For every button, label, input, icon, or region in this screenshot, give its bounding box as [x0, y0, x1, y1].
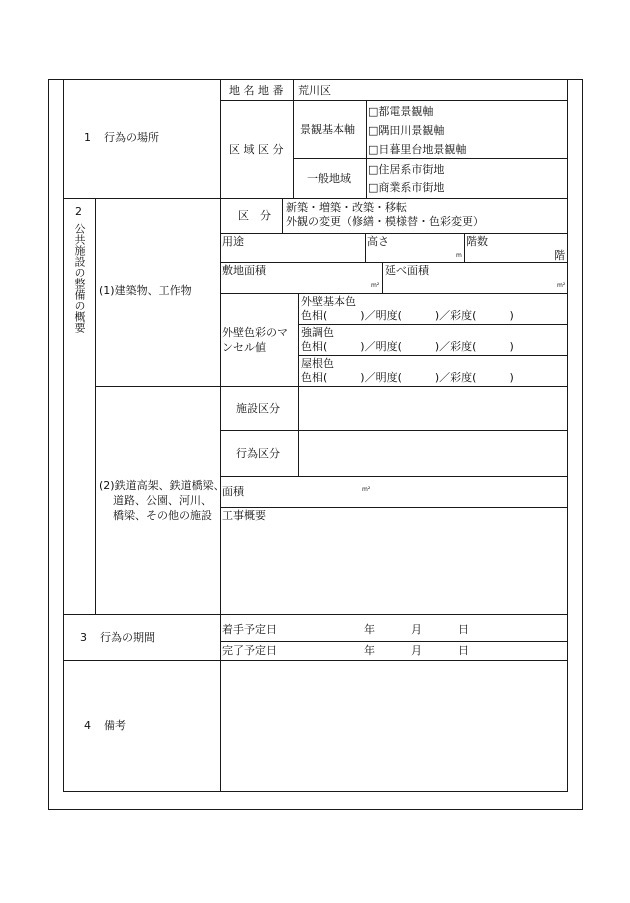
section4-number: 4 [84, 719, 91, 732]
site-row-bottom [220, 293, 568, 294]
section4-title: 備考 [104, 719, 126, 732]
accent-color-label: 強調色 [301, 326, 334, 339]
table-left [63, 79, 64, 792]
main-divider [220, 79, 221, 792]
base-color-label: 外壁基本色 [301, 295, 356, 308]
sep-1-2 [63, 198, 568, 199]
section1-title: 行為の場所 [104, 131, 159, 144]
start-day: 日 [458, 623, 469, 636]
end-day: 日 [458, 644, 469, 657]
sub2-title-line1: (2)鉄道高架、鉄道橋梁、 [99, 479, 225, 492]
construction-label: 工事概要 [222, 509, 266, 522]
munsell-label-2: ンセル値 [222, 341, 266, 354]
roof-color-label: 屋根色 [301, 357, 334, 370]
s1-axis-bottom [293, 158, 568, 159]
kubun-divider [282, 198, 283, 234]
frame-left [48, 79, 49, 810]
accent-color-spec[interactable]: 色相( )／明度( )／彩度( ) [301, 340, 514, 353]
sub1-title: (1)建築物、工作物 [99, 284, 192, 297]
location-value: 荒川区 [298, 84, 331, 97]
end-year: 年 [364, 644, 375, 657]
height-divider [365, 233, 366, 262]
landscape-axis-option[interactable]: □都電景観軸 [368, 105, 434, 118]
area-label: 面積 [222, 485, 244, 498]
area-unit: m² [362, 486, 371, 493]
kubun-bottom [220, 233, 568, 234]
frame-top [48, 79, 583, 80]
roof-color-spec[interactable]: 色相( )／明度( )／彩度( ) [301, 371, 514, 384]
site-area-unit: m² [371, 282, 380, 289]
section3-title: 行為の期間 [100, 631, 155, 644]
section2-title: 公共施設の整備の概要 [73, 223, 86, 333]
base-color-spec[interactable]: 色相( )／明度( )／彩度( ) [301, 309, 514, 322]
general-area-option[interactable]: □住居系市街地 [368, 163, 445, 176]
sep-sub1-sub2 [95, 386, 568, 387]
action-type-label: 行為区分 [236, 447, 280, 460]
general-area-label: 一般地域 [307, 172, 351, 185]
table-right [567, 79, 568, 792]
munsell-divider [298, 293, 299, 387]
section2-number: 2 [75, 205, 82, 218]
start-year: 年 [364, 623, 375, 636]
kubun-line1: 新築・増築・改築・移転 [286, 201, 407, 214]
end-month: 月 [411, 644, 422, 657]
zone-label: 区 域 区 分 [229, 143, 284, 156]
floors-divider [464, 233, 465, 262]
period-mid-line [220, 641, 568, 642]
section3-number: 3 [80, 631, 87, 644]
floor-area-unit: m² [557, 282, 566, 289]
s1-col-a [293, 79, 294, 199]
munsell-label-1: 外壁色彩のマ [222, 326, 288, 339]
end-date-label: 完了予定日 [222, 644, 277, 657]
facility-type-label: 施設区分 [236, 402, 280, 415]
landscape-axis-option[interactable]: □隅田川景観軸 [368, 124, 445, 137]
height-unit: m [456, 252, 462, 259]
floor-area-divider [382, 262, 383, 293]
landscape-axis-label: 景観基本軸 [300, 123, 355, 136]
s1-row1-bottom [220, 100, 568, 101]
floors-unit: 階 [554, 249, 565, 262]
start-date-label: 着手予定日 [222, 623, 277, 636]
section1-number: 1 [84, 131, 91, 144]
start-month: 月 [411, 623, 422, 636]
facility-row-bottom [220, 430, 568, 431]
s1-col-b [366, 100, 367, 199]
height-label: 高さ [367, 235, 389, 248]
action-row-bottom [220, 476, 568, 477]
sec2-number-col [95, 198, 96, 615]
location-label: 地 名 地 番 [229, 84, 284, 97]
floor-area-label: 延べ面積 [385, 264, 429, 277]
table-bottom [63, 791, 568, 792]
kubun-line2: 外観の変更（修繕・模様替・色彩変更） [286, 215, 484, 228]
munsell-row1-bottom [298, 324, 568, 325]
munsell-row2-bottom [298, 355, 568, 356]
floors-label: 階数 [466, 235, 488, 248]
sub2-title-line2: 道路、公園、河川、 [113, 494, 212, 507]
use-label: 用途 [222, 235, 244, 248]
sub2-title-line3: 橋梁、その他の施設 [113, 509, 212, 522]
frame-bottom [48, 809, 583, 810]
sep-2-3 [63, 614, 568, 615]
area-row-bottom [220, 507, 568, 508]
landscape-axis-option[interactable]: □日暮里台地景観軸 [368, 143, 467, 156]
sub2-label-divider [298, 386, 299, 477]
sep-3-4 [63, 660, 568, 661]
frame-right [582, 79, 583, 810]
site-area-label: 敷地面積 [222, 264, 266, 277]
kubun-label: 区 分 [238, 209, 271, 222]
general-area-option[interactable]: □商業系市街地 [368, 181, 445, 194]
